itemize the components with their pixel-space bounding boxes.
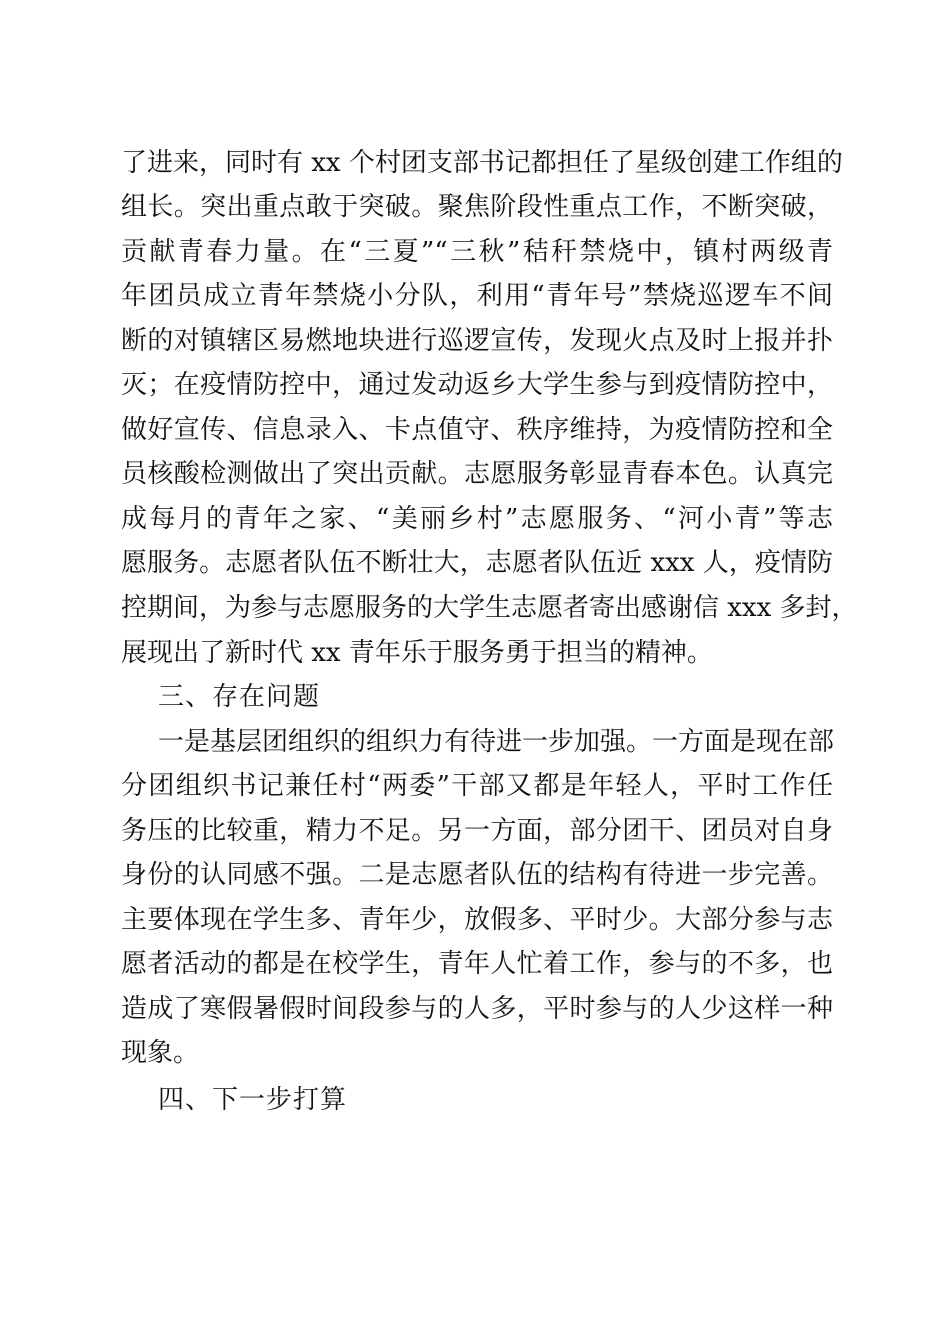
- bold-lead-text: 一是基层团组织的组织力有待进一步加强。: [158, 727, 653, 757]
- body-text-line: 年团员成立青年禁烧小分队，利用“青年号”禁烧巡逻车不间: [121, 281, 833, 311]
- body-text-line: 控期间，为参与志愿服务的大学生志愿者寄出感谢信 xxx 多封，: [121, 593, 858, 623]
- body-text-line: 员核酸检测做出了突出贡献。志愿服务彰显青春本色。认真完: [121, 459, 833, 489]
- body-text-line: 组长。突出重点敢于突破。聚焦阶段性重点工作，不断突破，: [121, 192, 833, 222]
- body-text-line: 贡献青春力量。在“三夏”“三秋”秸秆禁烧中，镇村两级青: [121, 237, 833, 267]
- body-text-line: 现象。: [121, 1038, 200, 1068]
- body-text-line: 分团组织书记兼任村“两委”干部又都是年轻人，平时工作任: [121, 771, 833, 801]
- section-heading: 三、存在问题: [158, 682, 321, 712]
- body-text-line: 务压的比较重，精力不足。另一方面，部分团干、团员对自身: [121, 816, 833, 846]
- body-text-run: 一方面是现在部: [652, 727, 835, 757]
- body-text-line: 主要体现在学生多、青年少，放假多、平时少。大部分参与志: [121, 905, 833, 935]
- body-text-line: 身份的认同感不强。二是志愿者队伍的结构有待进一步完善。: [121, 860, 833, 890]
- section-heading: 四、下一步打算: [158, 1085, 348, 1115]
- body-text-line: 愿者活动的都是在校学生，青年人忙着工作，参与的不多，也: [121, 949, 833, 979]
- body-text-line: 做好宣传、信息录入、卡点值守、秩序维持，为疫情防控和全: [121, 415, 833, 445]
- body-text-line: 灭；在疫情防控中，通过发动返乡大学生参与到疫情防控中，: [121, 370, 833, 400]
- body-text-line: 断的对镇辖区易燃地块进行巡逻宣传，发现火点及时上报并扑: [121, 326, 833, 356]
- body-text-line: 愿服务。志愿者队伍不断壮大，志愿者队伍近 xxx 人，疫情防: [121, 548, 833, 578]
- body-text-line: 成每月的青年之家、“美丽乡村”志愿服务、“河小青”等志: [121, 504, 833, 534]
- body-text-line: 造成了寒假暑假时间段参与的人多，平时参与的人少这样一种: [121, 994, 833, 1024]
- body-text-line: 展现出了新时代 xx 青年乐于服务勇于担当的精神。: [121, 638, 713, 668]
- body-text-line: [158, 722, 833, 762]
- body-text-line: 了进来，同时有 xx 个村团支部书记都担任了星级创建工作组的: [121, 148, 843, 178]
